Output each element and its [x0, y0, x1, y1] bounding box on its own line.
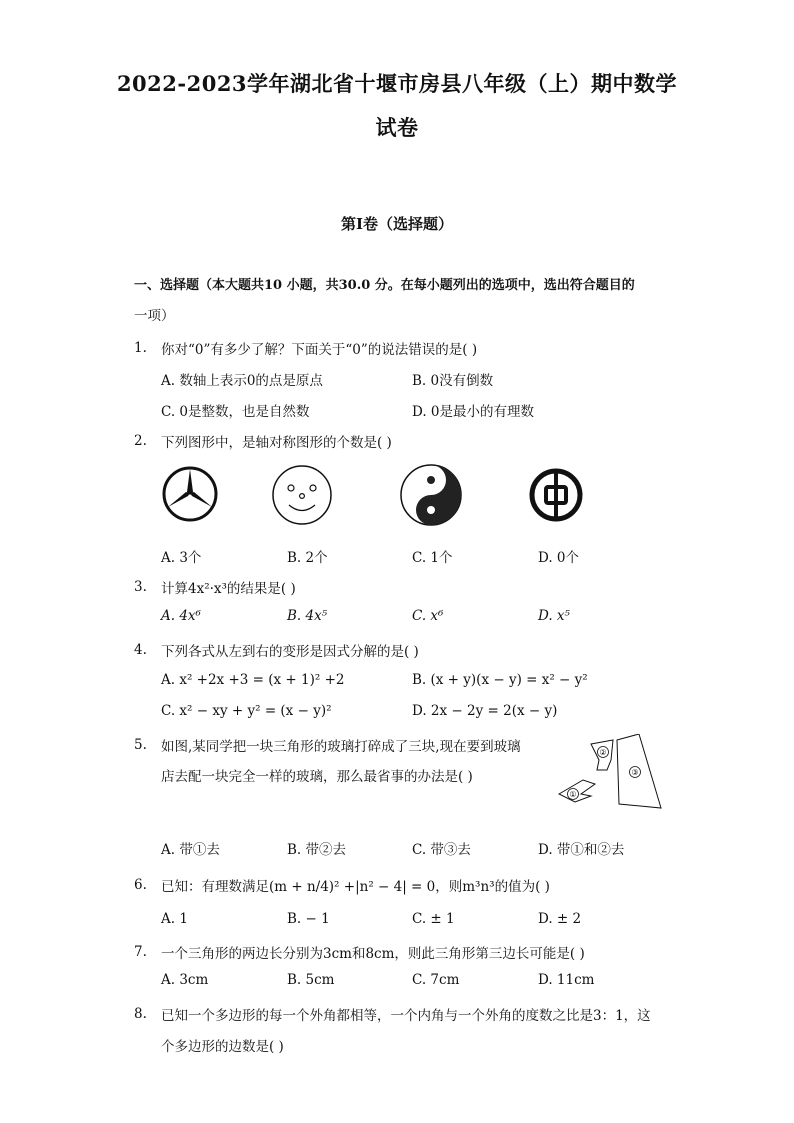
q5-option-b: B. 带②去 — [287, 842, 347, 858]
q2-option-b: B. 2个 — [287, 550, 328, 566]
q4-option-b: B. (x + y)(x − y) = x² − y² — [412, 672, 588, 688]
q1-option-d: D. 0是最小的有理数 — [412, 404, 535, 420]
question-5-text: 如图,某同学把一块三角形的玻璃打碎成了三块,现在要到玻璃 — [161, 739, 521, 755]
yin-yang-icon — [399, 462, 463, 528]
q5-option-d: D. 带①和②去 — [538, 842, 625, 858]
figure-label: ① — [569, 790, 577, 799]
figure-label: ② — [599, 748, 607, 757]
q1-option-b: B. 0没有倒数 — [412, 373, 494, 389]
broken-glass-figure — [555, 734, 665, 812]
section-heading: 一、选择题（本大题共10 小题，共30.0 分。在每小题列出的选项中，选出符合题目的 — [134, 278, 635, 293]
question-number: 3. — [134, 579, 147, 595]
q1-option-c: C. 0是整数，也是自然数 — [161, 404, 310, 420]
q4-option-a: A. x² +2x +3 = (x + 1)² +2 — [161, 672, 345, 688]
q5-option-c: C. 带③去 — [412, 842, 471, 858]
question-1-text: 你对“0”有多少了解？下面关于“0”的说法错误的是( ) — [161, 342, 478, 358]
question-5-text-cont: 店去配一块完全一样的玻璃，那么最省事的办法是( ) — [161, 769, 473, 785]
question-7-text: 一个三角形的两边长分别为3cm和8cm，则此三角形第三边长可能是( ) — [161, 946, 585, 962]
smiley-face-icon — [271, 462, 333, 528]
q7-option-a: A. 3cm — [161, 972, 209, 988]
q7-option-b: B. 5cm — [287, 972, 335, 988]
question-6-text: 已知：有理数满足(m + n/4)² +|n² − 4| = 0，则m³n³的值为( ) — [161, 879, 550, 895]
question-number: 6. — [134, 877, 147, 893]
q3-option-c: C. x⁶ — [412, 608, 444, 624]
q2-option-d: D. 0个 — [538, 550, 580, 566]
question-number: 1. — [134, 340, 147, 356]
q1-option-a: A. 数轴上表示0的点是原点 — [161, 373, 323, 389]
question-number: 5. — [134, 737, 147, 753]
exam-title-line1: 2022-2023学年湖北省十堰市房县八年级（上）期中数学 — [116, 71, 678, 96]
q6-option-a: A. 1 — [161, 911, 188, 927]
q3-option-d: D. x⁵ — [538, 608, 570, 624]
question-3-text: 计算4x²·x³的结果是( ) — [161, 581, 296, 597]
bank-logo-icon — [528, 462, 584, 528]
exam-title-line2: 试卷 — [375, 115, 419, 140]
q3-option-a: A. 4x⁶ — [161, 608, 201, 624]
three-pointed-star-icon — [160, 462, 220, 526]
q3-option-b: B. 4x⁵ — [287, 608, 328, 624]
question-2-text: 下列图形中，是轴对称图形的个数是( ) — [161, 435, 392, 451]
q6-option-c: C. ± 1 — [412, 911, 455, 927]
q4-option-d: D. 2x − 2y = 2(x − y) — [412, 703, 558, 719]
question-number: 2. — [134, 433, 147, 449]
q5-option-a: A. 带①去 — [161, 842, 220, 858]
figure-label: ③ — [631, 768, 639, 777]
q6-option-d: D. ± 2 — [538, 911, 582, 927]
question-4-text: 下列各式从左到右的变形是因式分解的是( ) — [161, 644, 419, 660]
q2-option-a: A. 3个 — [161, 550, 202, 566]
question-number: 8. — [134, 1006, 147, 1022]
q6-option-b: B. − 1 — [287, 911, 330, 927]
section-heading-cont: 一项） — [134, 308, 175, 324]
question-number: 4. — [134, 642, 147, 658]
question-8-text-cont: 个多边形的边数是( ) — [161, 1039, 284, 1055]
q7-option-d: D. 11cm — [538, 972, 595, 988]
volume-title: 第I卷（选择题） — [340, 215, 454, 233]
q4-option-c: C. x² − xy + y² = (x − y)² — [161, 703, 332, 719]
question-number: 7. — [134, 944, 147, 960]
q7-option-c: C. 7cm — [412, 972, 460, 988]
q2-option-c: C. 1个 — [412, 550, 453, 566]
question-8-text: 已知一个多边形的每一个外角都相等，一个内角与一个外角的度数之比是3：1，这 — [161, 1008, 651, 1024]
